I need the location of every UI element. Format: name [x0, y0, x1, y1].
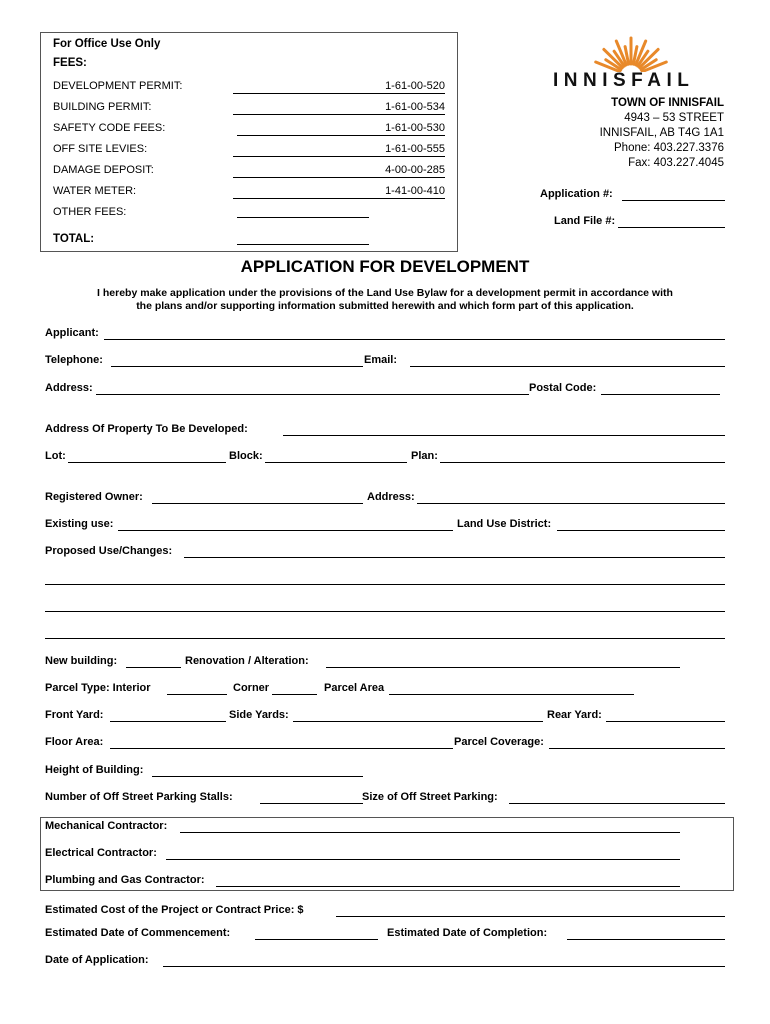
completion-field[interactable] — [567, 939, 725, 940]
land-file-field[interactable] — [618, 227, 725, 228]
renovation-field[interactable] — [326, 667, 680, 668]
postal-code-label: Postal Code: — [529, 382, 597, 394]
fee-code-safety-code: 1-61-00-530 — [385, 122, 445, 134]
fee-code-water-meter: 1-41-00-410 — [385, 185, 445, 197]
parcel-area-label: Parcel Area — [324, 682, 385, 694]
fee-code-off-site-levies: 1-61-00-555 — [385, 143, 445, 155]
intro-line-1: I hereby make application under the provisions of the Land Use Bylaw for a development permit in accordance with — [97, 287, 673, 299]
sunburst-logo-icon — [590, 36, 672, 72]
form-title: APPLICATION FOR DEVELOPMENT — [240, 257, 530, 276]
fee-line-off-site-levies[interactable] — [233, 156, 445, 157]
proposed-use-field[interactable] — [184, 557, 725, 558]
land-file-label: Land File #: — [554, 215, 616, 227]
owner-address-label: Address: — [367, 491, 415, 503]
address-label: Address: — [45, 382, 93, 394]
property-address-field[interactable] — [283, 435, 725, 436]
block-label: Block: — [229, 450, 263, 462]
fee-line-other-fees[interactable] — [237, 217, 369, 218]
block-field[interactable] — [265, 462, 407, 463]
parking-stalls-label: Number of Off Street Parking Stalls: — [45, 791, 233, 803]
plumbing-contractor-field[interactable] — [216, 886, 680, 887]
application-number-field[interactable] — [622, 200, 725, 201]
fee-code-building-permit: 1-61-00-534 — [385, 101, 445, 113]
total-label: TOTAL: — [53, 233, 95, 245]
parking-stalls-field[interactable] — [260, 803, 363, 804]
fee-line-water-meter[interactable] — [233, 198, 445, 199]
fee-line-safety-code[interactable] — [237, 135, 445, 136]
mechanical-contractor-field[interactable] — [180, 832, 680, 833]
parcel-coverage-field[interactable] — [549, 748, 725, 749]
floor-area-field[interactable] — [110, 748, 453, 749]
fee-line-building-permit[interactable] — [233, 114, 445, 115]
town-phone: Phone: 403.227.3376 — [614, 142, 724, 154]
owner-address-field[interactable] — [417, 503, 725, 504]
corner-label: Corner — [233, 682, 270, 694]
mechanical-contractor-label: Mechanical Contractor: — [45, 820, 168, 832]
commencement-label: Estimated Date of Commencement: — [45, 927, 231, 939]
new-building-label: New building: — [45, 655, 118, 667]
fee-label-other-fees: OTHER FEES: — [53, 206, 127, 218]
fee-code-development-permit: 1-61-00-520 — [385, 80, 445, 92]
estimated-cost-field[interactable] — [336, 916, 725, 917]
new-building-field[interactable] — [126, 667, 181, 668]
parking-size-label: Size of Off Street Parking: — [362, 791, 498, 803]
fee-line-development-permit[interactable] — [233, 93, 445, 94]
estimated-cost-label: Estimated Cost of the Project or Contract Price: $ — [45, 904, 304, 916]
front-yard-label: Front Yard: — [45, 709, 104, 721]
rear-yard-label: Rear Yard: — [547, 709, 602, 721]
side-yards-label: Side Yards: — [229, 709, 289, 721]
rear-yard-field[interactable] — [606, 721, 725, 722]
electrical-contractor-label: Electrical Contractor: — [45, 847, 157, 859]
fee-code-damage-deposit: 4-00-00-285 — [385, 164, 445, 176]
applicant-label: Applicant: — [45, 327, 99, 339]
proposed-use-label: Proposed Use/Changes: — [45, 545, 173, 557]
side-yards-field[interactable] — [293, 721, 543, 722]
plan-field[interactable] — [440, 462, 725, 463]
town-city: INNISFAIL, AB T4G 1A1 — [599, 127, 724, 139]
existing-use-field[interactable] — [118, 530, 453, 531]
completion-label: Estimated Date of Completion: — [387, 927, 548, 939]
fee-label-water-meter: WATER METER: — [53, 185, 137, 197]
height-field[interactable] — [152, 776, 363, 777]
logo-wordmark: INNISFAIL — [553, 70, 695, 91]
parcel-area-field[interactable] — [389, 694, 634, 695]
town-fax: Fax: 403.227.4045 — [628, 157, 724, 169]
fee-line-damage-deposit[interactable] — [233, 177, 445, 178]
commencement-field[interactable] — [255, 939, 378, 940]
plan-label: Plan: — [411, 450, 438, 462]
office-use-box — [40, 32, 458, 252]
fee-label-development-permit: DEVELOPMENT PERMIT: — [53, 80, 183, 92]
land-use-district-field[interactable] — [557, 530, 725, 531]
email-label: Email: — [364, 354, 398, 366]
front-yard-field[interactable] — [110, 721, 226, 722]
registered-owner-label: Registered Owner: — [45, 491, 143, 503]
parcel-type-interior-field[interactable] — [167, 694, 227, 695]
renovation-label: Renovation / Alteration: — [185, 655, 309, 667]
fee-label-off-site-levies: OFF SITE LEVIES: — [53, 143, 148, 155]
land-use-district-label: Land Use District: — [457, 518, 552, 530]
existing-use-label: Existing use: — [45, 518, 114, 530]
parking-size-field[interactable] — [509, 803, 725, 804]
address-field[interactable] — [96, 394, 529, 395]
application-date-field[interactable] — [163, 966, 725, 967]
postal-code-field[interactable] — [601, 394, 720, 395]
town-name: TOWN OF INNISFAIL — [611, 97, 724, 109]
proposed-use-line-2[interactable] — [45, 584, 725, 585]
telephone-field[interactable] — [111, 366, 363, 367]
lot-field[interactable] — [68, 462, 226, 463]
application-number-label: Application #: — [540, 188, 613, 200]
parcel-coverage-label: Parcel Coverage: — [454, 736, 544, 748]
floor-area-label: Floor Area: — [45, 736, 104, 748]
application-date-label: Date of Application: — [45, 954, 149, 966]
lot-label: Lot: — [45, 450, 66, 462]
fee-label-safety-code: SAFETY CODE FEES: — [53, 122, 166, 134]
applicant-field[interactable] — [104, 339, 725, 340]
fee-label-damage-deposit: DAMAGE DEPOSIT: — [53, 164, 154, 176]
plumbing-contractor-label: Plumbing and Gas Contractor: — [45, 874, 205, 886]
proposed-use-line-3[interactable] — [45, 611, 725, 612]
town-street: 4943 – 53 STREET — [624, 112, 724, 124]
property-address-label: Address Of Property To Be Developed: — [45, 423, 248, 435]
proposed-use-line-4[interactable] — [45, 638, 725, 639]
height-label: Height of Building: — [45, 764, 144, 776]
parcel-type-interior-label: Parcel Type: Interior — [45, 682, 151, 694]
office-use-heading: For Office Use Only — [53, 38, 161, 50]
fee-label-building-permit: BUILDING PERMIT: — [53, 101, 152, 113]
corner-field[interactable] — [272, 694, 317, 695]
telephone-label: Telephone: — [45, 354, 103, 366]
total-line[interactable] — [237, 244, 369, 245]
registered-owner-field[interactable] — [152, 503, 363, 504]
intro-line-2: the plans and/or supporting information submitted herewith and which form part of this application. — [136, 300, 634, 312]
electrical-contractor-field[interactable] — [166, 859, 680, 860]
fees-label: FEES: — [53, 57, 87, 69]
email-field[interactable] — [410, 366, 725, 367]
